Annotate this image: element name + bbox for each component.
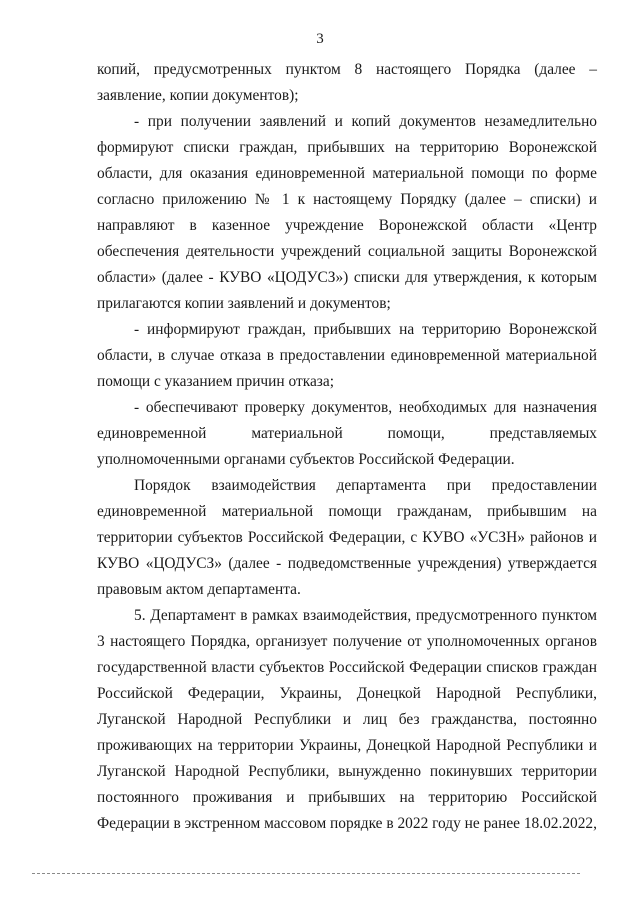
paragraph-continuation: копий, предусмотренных пунктом 8 настоящего Порядка (далее – заявление, копии документов); bbox=[97, 61, 597, 104]
paragraph-interaction-procedure: Порядок взаимодействия департамента при предоставлении единовременной материальной помощи гражданам, прибывшим на территории субъектов Российской Федерации, с КУВО «УСЗН» районов и КУВО «ЦОДУСЗ» (далее - подведомственные учреждения) утверждается правовым актом департамента. bbox=[97, 477, 597, 598]
paragraph-item-5: 5. Департамент в рамках взаимодействия, предусмотренного пунктом 3 настоящего Порядка, организует получение от уполномоченных органов государственной власти субъектов Российской Федерации списков граждан Российской Федерации, Украины, Донецкой Народной Республики, Луганской Народной Республики и лиц без гражданства, постоянно проживающих на территории Украины, Донецкой Народной Республики и Луганской Народной Республики, вынужденно покинувших территории постоянного проживания и прибывших на территорию Российской Федерации в экстренном массовом порядке в 2022 году не ранее 18.02.2022, bbox=[97, 607, 597, 832]
page-number: 3 bbox=[316, 31, 324, 47]
paragraph-document-check: - обеспечивают проверку документов, необходимых для назначения единовременной материальной помощи, представляемых уполномоченными органами субъектов Российской Федерации. bbox=[97, 399, 597, 468]
paragraph-inform-refusal: - информируют граждан, прибывших на территорию Воронежской области, в случае отказа в предоставлении единовременной материальной помощи с указанием причин отказа; bbox=[97, 321, 597, 390]
body-text bbox=[97, 57, 597, 837]
footer-divider bbox=[32, 873, 580, 874]
paragraph-form-lists: - при получении заявлений и копий документов незамедлительно формируют списки граждан, прибывших на территорию Воронежской области, для оказания единовременной материальной помощи по форме согласно приложению № 1 к настоящему Порядку (далее – списки) и направляют в казенное учреждение Воронежской области «Центр обеспечения деятельности учреждений социальной защиты Воронежской области» (далее - КУВО «ЦОДУСЗ») списки для утверждения, к которым прилагаются копии заявлений и документов; bbox=[97, 113, 597, 312]
